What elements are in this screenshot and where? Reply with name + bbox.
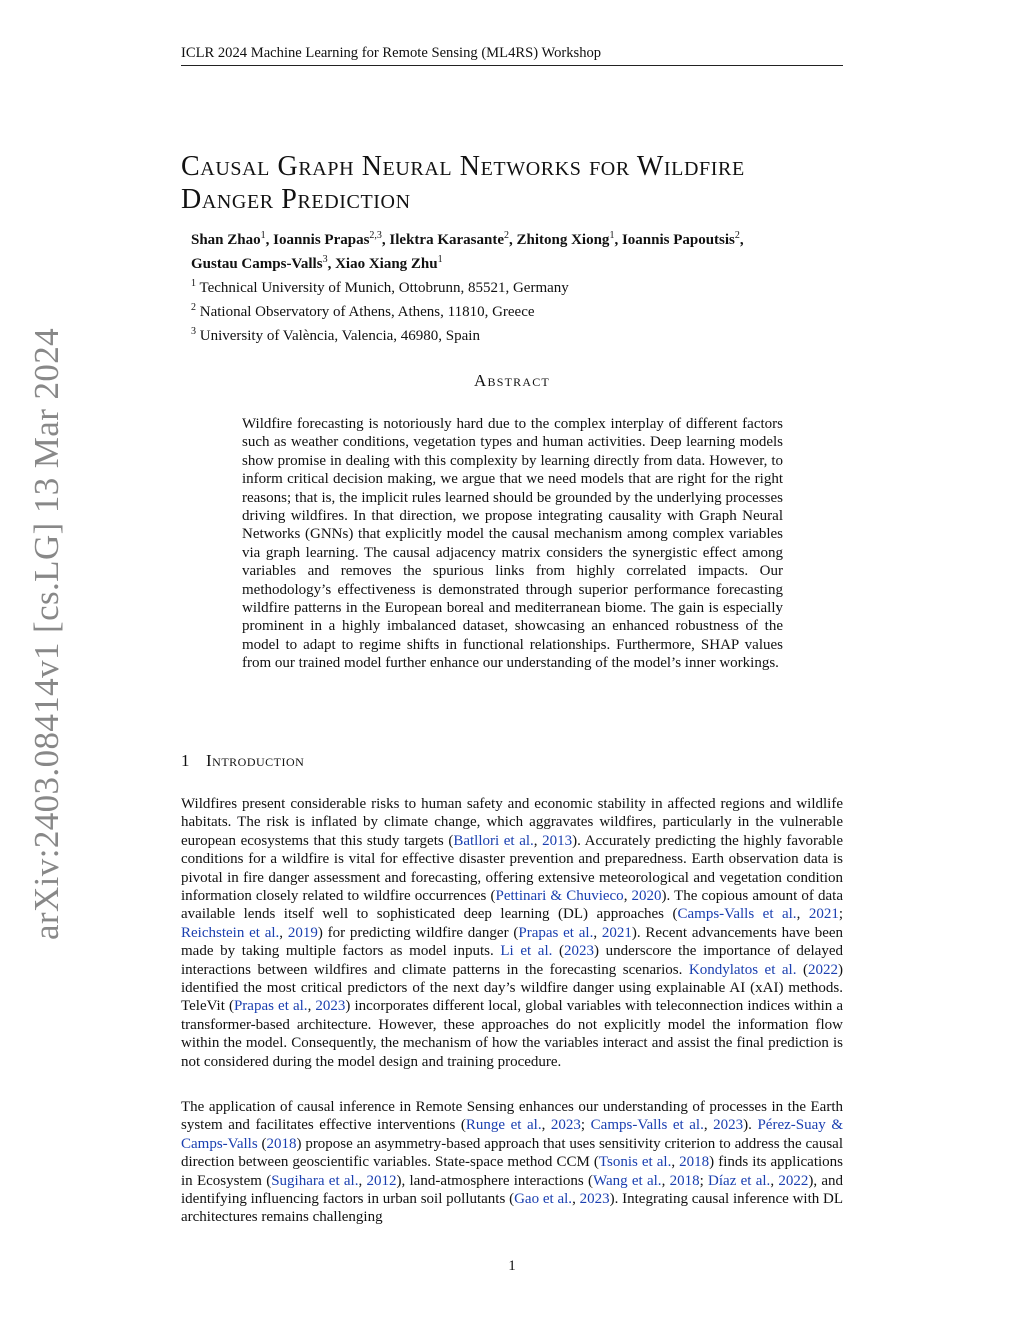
author-list bbox=[191, 226, 851, 274]
citation-link[interactable]: Tsonis et al. bbox=[598, 1154, 672, 1171]
author: Gustau Camps-Valls$^3$, bbox=[191, 254, 336, 272]
title-line-2: Danger Prediction bbox=[181, 183, 411, 215]
paragraph-text: , bbox=[307, 998, 316, 1015]
paragraph-text: , bbox=[671, 1154, 680, 1171]
arxiv-identifier: arXiv:2403.08414v1 [cs.LG] 13 Mar 2024 bbox=[27, 327, 66, 940]
citation-link[interactable]: Pérez-Suay & Camps-Valls bbox=[181, 1117, 844, 1152]
paragraph-text: , bbox=[358, 1172, 367, 1189]
citation-link[interactable]: 2023 bbox=[564, 943, 595, 960]
citation-link[interactable]: Gao et al. bbox=[514, 1191, 573, 1208]
paragraph-text: ) finds its applications in Ecosystem ( bbox=[181, 1154, 844, 1189]
venue-text: ICLR 2024 Machine Learning for Remote Sensing (ML4RS) Workshop bbox=[181, 45, 602, 61]
paragraph-text: , bbox=[623, 888, 632, 905]
paragraph-text: ( bbox=[796, 961, 808, 978]
paragraph-text: ), and identifying influencing factors in urban soil pollutants ( bbox=[181, 1172, 844, 1208]
citation-link[interactable]: 2022 bbox=[778, 1172, 809, 1189]
author: Ioannis Prapas$^{2,3}$, bbox=[273, 230, 390, 248]
paragraph-text: ). bbox=[743, 1117, 758, 1134]
paragraph-text: , bbox=[572, 1191, 580, 1208]
citation-link[interactable]: Camps-Valls et al. bbox=[590, 1117, 704, 1134]
paper-title bbox=[181, 150, 851, 216]
intro-paragraph-1 bbox=[181, 795, 843, 1071]
paragraph-text: ) for predicting wildfire danger ( bbox=[317, 924, 519, 941]
paragraph-text: ). The copious amount of data available lends itself well to sophisticated deep learning (DL) approaches ( bbox=[181, 888, 843, 923]
page-number: 1 bbox=[508, 1258, 516, 1274]
paragraph-text: Wildfires present considerable risks to human safety and economic stability in affected regions and wildlife habitats. The risk is inflated by climate change, which aggravates wildfires, particularly in the vulnerable european ecosystems that this study targets ( bbox=[181, 796, 843, 849]
paragraph-text: ) propose an asymmetry-based approach that uses sensitivity criterion to address the causal direction between geoscientific variables. State-space method CCM ( bbox=[181, 1135, 844, 1171]
paragraph-text: ). Integrating causal inference with DL architectures remains challenging bbox=[181, 1191, 844, 1226]
abstract-text: Wildfire forecasting is notoriously hard due to the complex interplay of different factors such as weather conditions, vegetation types and human activities. Deep learning models show promise in dealing with this complexity by learning directly from data. However, to inform critical decision making, we argue that we need models that are right for the right reasons; that is, the implicit rules learned should be grounded by the underlying processes driving wildfires. In that direction, we propose integrating causality with Graph Neural Networks (GNNs) that explicitly model the causal mechanism among complex variables via graph learning. The causal adjacency matrix considers the synergistic effect among variables and removes the spurious links from highly correlated impacts. Our methodology’s effectiveness is demonstrated through superior performance forecasting wildfire patterns in the European boreal and mediterranean biome. The gain is especially prominent in a highly imbalanced dataset, showcasing an enhanced robustness of the model to adapt to regime shifts in functional relationships. Furthermore, SHAP values from our trained model further enhance our understanding of the model’s inner workings. bbox=[242, 416, 783, 672]
paragraph-text: , bbox=[279, 924, 288, 941]
paragraph-text: ) identified the most critical predictors of the next day’s wildfire danger using explainable AI (xAI) methods. TeleVit ( bbox=[181, 961, 843, 1015]
citation-link[interactable]: Wang et al. bbox=[593, 1172, 662, 1189]
citation-link[interactable]: Prapas et al. bbox=[518, 924, 594, 941]
paragraph-text: ), land-atmosphere interactions ( bbox=[396, 1172, 593, 1189]
affiliation: $^1$ Technical University of Munich, Ottobrunn, 85521, Germany bbox=[191, 278, 569, 296]
paragraph-text: ( bbox=[552, 943, 565, 960]
paragraph-text: , bbox=[661, 1172, 670, 1189]
affiliation: $^3$ University of València, Valencia, 46980, Spain bbox=[191, 326, 480, 344]
author: Xiao Xiang Zhu$^1$ bbox=[335, 254, 443, 272]
citation-link[interactable]: 2018 bbox=[679, 1154, 710, 1171]
paragraph-text: The application of causal inference in Remote Sensing enhances our understanding of processes in the Earth system and facilitates effective interventions ( bbox=[181, 1099, 843, 1134]
citation-link[interactable]: 2021 bbox=[601, 924, 632, 941]
citation-link[interactable]: Pettinari & Chuvieco bbox=[495, 888, 624, 905]
paragraph-text: ( bbox=[257, 1135, 267, 1152]
running-header bbox=[181, 44, 843, 66]
paragraph-text: ; bbox=[699, 1172, 709, 1189]
paragraph-text: ; bbox=[838, 906, 843, 923]
author-block bbox=[191, 226, 851, 346]
paragraph-text: , bbox=[533, 832, 543, 849]
author: Ilektra Karasante$^2$, bbox=[389, 230, 517, 248]
citation-link[interactable]: 2023 bbox=[315, 998, 346, 1015]
citation-link[interactable]: Díaz et al. bbox=[708, 1172, 771, 1189]
paragraph-text: ; bbox=[580, 1117, 591, 1134]
citation-link[interactable]: 2023 bbox=[579, 1191, 610, 1208]
paragraph-text: , bbox=[703, 1117, 714, 1134]
paragraph-text: , bbox=[541, 1117, 551, 1134]
citation-link[interactable]: Sugihara et al. bbox=[271, 1172, 359, 1189]
paragraph-text: ) underscore the importance of delayed interactions between wildfires and climate patterns in the forecasting scenarios. bbox=[181, 943, 843, 978]
citation-link[interactable]: 2023 bbox=[550, 1117, 581, 1134]
intro-paragraph-2 bbox=[181, 1098, 843, 1227]
citation-link[interactable]: Camps-Valls et al. bbox=[677, 906, 797, 923]
citation-link[interactable]: 2019 bbox=[287, 924, 318, 941]
paragraph-text: ). Accurately predicting the highly favorable conditions for a wildfire is vital for effective disaster prevention and preparedness. Earth observation data is pivotal in fire danger assessment and forecasting, offering extensive meteorological and vegetation condition information closely related to wildfire occurrences ( bbox=[181, 832, 843, 905]
section-heading bbox=[181, 750, 304, 772]
abstract-heading: Abstract bbox=[474, 371, 550, 390]
affiliation: $^2$ National Observatory of Athens, Athens, 11810, Greece bbox=[191, 302, 535, 320]
paragraph-text: ) incorporates different local, global variables with teleconnection indices within a transformer-based architecture. However, these approaches do not explicitly model the information flow within the model. Consequently, the mechanism of how the variables interact and assist the final prediction is not considered during the model design and training procedure. bbox=[181, 998, 844, 1070]
section-title: Introduction bbox=[206, 751, 305, 770]
paragraph-text: , bbox=[770, 1172, 779, 1189]
paragraph-text: , bbox=[796, 906, 809, 923]
citation-link[interactable]: Li et al. bbox=[500, 943, 553, 960]
citation-link[interactable]: 2023 bbox=[713, 1117, 744, 1134]
citation-link[interactable]: Batllori et al. bbox=[453, 832, 534, 849]
citation-link[interactable]: 2020 bbox=[631, 888, 662, 905]
citation-link[interactable]: 2013 bbox=[542, 832, 573, 849]
citation-link[interactable]: 2022 bbox=[807, 961, 838, 978]
paragraph-text: ). Recent advancements have been made by taking multiple factors as model inputs. bbox=[181, 924, 844, 960]
citation-link[interactable]: 2018 bbox=[266, 1135, 297, 1152]
author: Zhitong Xiong$^1$, bbox=[516, 230, 622, 248]
citation-link[interactable]: 2018 bbox=[669, 1172, 700, 1189]
citation-link[interactable]: 2012 bbox=[366, 1172, 397, 1189]
author: Ioannis Papoutsis$^2$, bbox=[621, 230, 744, 248]
author: Shan Zhao$^1$, bbox=[191, 230, 274, 248]
paragraph-text: , bbox=[593, 924, 602, 941]
citation-link[interactable]: Runge et al. bbox=[465, 1117, 542, 1134]
citation-link[interactable]: Kondylatos et al. bbox=[688, 961, 797, 978]
citation-link[interactable]: Prapas et al. bbox=[233, 998, 308, 1015]
citation-link[interactable]: Reichstein et al. bbox=[181, 924, 280, 941]
section-number: 1 bbox=[181, 751, 190, 770]
title-line-1: Causal Graph Neural Networks for Wildfire bbox=[181, 150, 745, 182]
citation-link[interactable]: 2021 bbox=[808, 906, 839, 923]
